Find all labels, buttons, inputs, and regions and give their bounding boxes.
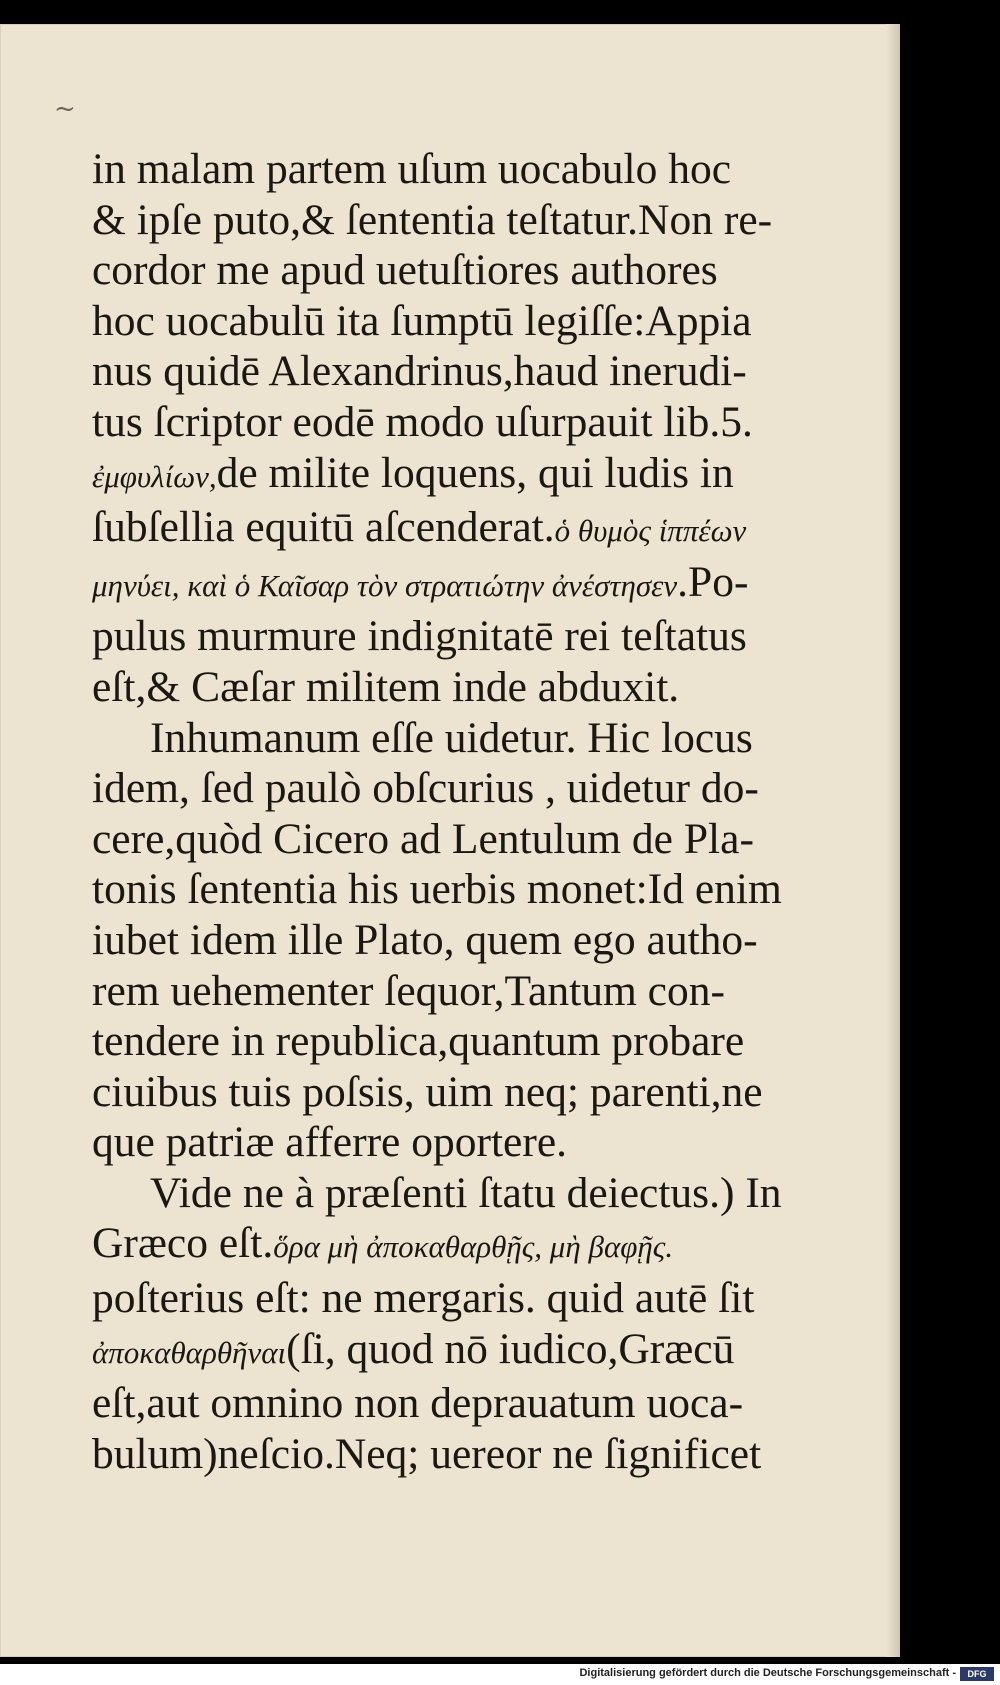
text-line <box>92 245 867 296</box>
latin-text: Vide ne à præſenti ſtatu deiectus.) In <box>150 1168 782 1217</box>
text-line <box>92 557 867 612</box>
footer-credit: Digitalisierung gefördert durch die Deutsche Forschungsgemeinschaft - <box>579 1667 956 1679</box>
text-line <box>92 763 867 814</box>
text-line <box>92 1016 867 1067</box>
text-line <box>92 966 867 1017</box>
latin-text: (ſi, quod nō iudico,Græcū <box>286 1324 735 1373</box>
page-text <box>92 144 867 1479</box>
text-line <box>92 864 867 915</box>
latin-text: poſterius eſt: ne mergaris. quid autē ſit <box>92 1274 755 1323</box>
greek-text: ἐμφυλίων, <box>92 458 217 494</box>
greek-text: ὅρα μὴ ἀποκαθαρθῇς, μὴ βαφῇς. <box>273 1229 674 1265</box>
text-line <box>92 502 867 557</box>
dfg-logo: DFG <box>960 1667 994 1681</box>
text-line <box>92 1168 867 1219</box>
text-line <box>92 915 867 966</box>
latin-text: tonis ſententia his uerbis monet:Id enim <box>92 865 782 914</box>
greek-text: ἀποκαθαρθῆναι <box>92 1334 287 1370</box>
latin-text: cordor me apud uetuſtiores authores <box>92 246 718 295</box>
latin-text: rem uehementer ſequor,Tantum con- <box>92 966 725 1015</box>
latin-text: pulus murmure indignitatē rei teſtatus <box>92 612 747 661</box>
text-line <box>92 346 867 397</box>
latin-text: de milite loquens, qui ludis in <box>216 448 734 497</box>
text-line <box>92 713 867 764</box>
text-line <box>92 1324 867 1379</box>
text-line <box>92 662 867 713</box>
latin-text: tendere in republica,quantum probare <box>92 1017 745 1066</box>
latin-text: bulum)neſcio.Neq; uereor ne ſignificet <box>92 1429 762 1478</box>
text-line <box>92 296 867 347</box>
text-line <box>92 448 867 503</box>
latin-text: nus quidē Alexandrinus,haud inerudi- <box>92 347 747 396</box>
corner-mark: ~ <box>54 94 76 124</box>
latin-text: Inhumanum eſſe uidetur. Hic locus <box>150 713 753 762</box>
latin-text: ciuibus tuis poſsis, uim neq; parenti,ne <box>92 1067 763 1116</box>
text-line <box>92 611 867 662</box>
text-line <box>92 1218 867 1273</box>
text-line <box>92 814 867 865</box>
text-line <box>92 1429 867 1480</box>
latin-text: Græco eſt. <box>92 1219 274 1268</box>
latin-text: eſt,aut omnino non deprauatum uoca- <box>92 1379 744 1428</box>
text-line <box>92 1378 867 1429</box>
latin-text: idem, ſed paulò obſcurius , uidetur do- <box>92 764 759 813</box>
latin-text: tus ſcriptor eodē modo uſurpauit lib.5. <box>92 397 753 446</box>
text-line <box>92 1117 867 1168</box>
latin-text: iubet idem ille Plato, quem ego autho- <box>92 915 758 964</box>
text-line <box>92 397 867 448</box>
latin-text: in malam partem uſum uocabulo hoc <box>92 145 732 193</box>
latin-text: .Po- <box>677 557 749 606</box>
greek-text: μηνύει, καὶ ὁ Καῖσαρ τὸν στρατιώτην ἀνέστησεν <box>92 567 678 603</box>
book-page <box>0 24 900 1657</box>
text-line <box>92 144 867 195</box>
page-edge <box>886 24 900 1657</box>
latin-text: eſt,& Cæſar militem inde abduxit. <box>92 662 680 711</box>
latin-text: ſubſellia equitū aſcenderat. <box>92 503 555 552</box>
text-line <box>92 1067 867 1118</box>
latin-text: hoc uocabulū ita ſumptū legiſſe:Appia <box>92 296 752 345</box>
latin-text: & ipſe puto,& ſententia teſtatur.Non re- <box>92 195 773 244</box>
greek-text: ὁ θυμὸς ἱππέων <box>554 513 747 549</box>
text-line <box>92 1273 867 1324</box>
digitization-footer <box>0 1664 1000 1685</box>
text-line <box>92 195 867 246</box>
latin-text: cere,quòd Cicero ad Lentulum de Pla- <box>92 814 754 863</box>
latin-text: que patriæ afferre oportere. <box>92 1118 568 1167</box>
